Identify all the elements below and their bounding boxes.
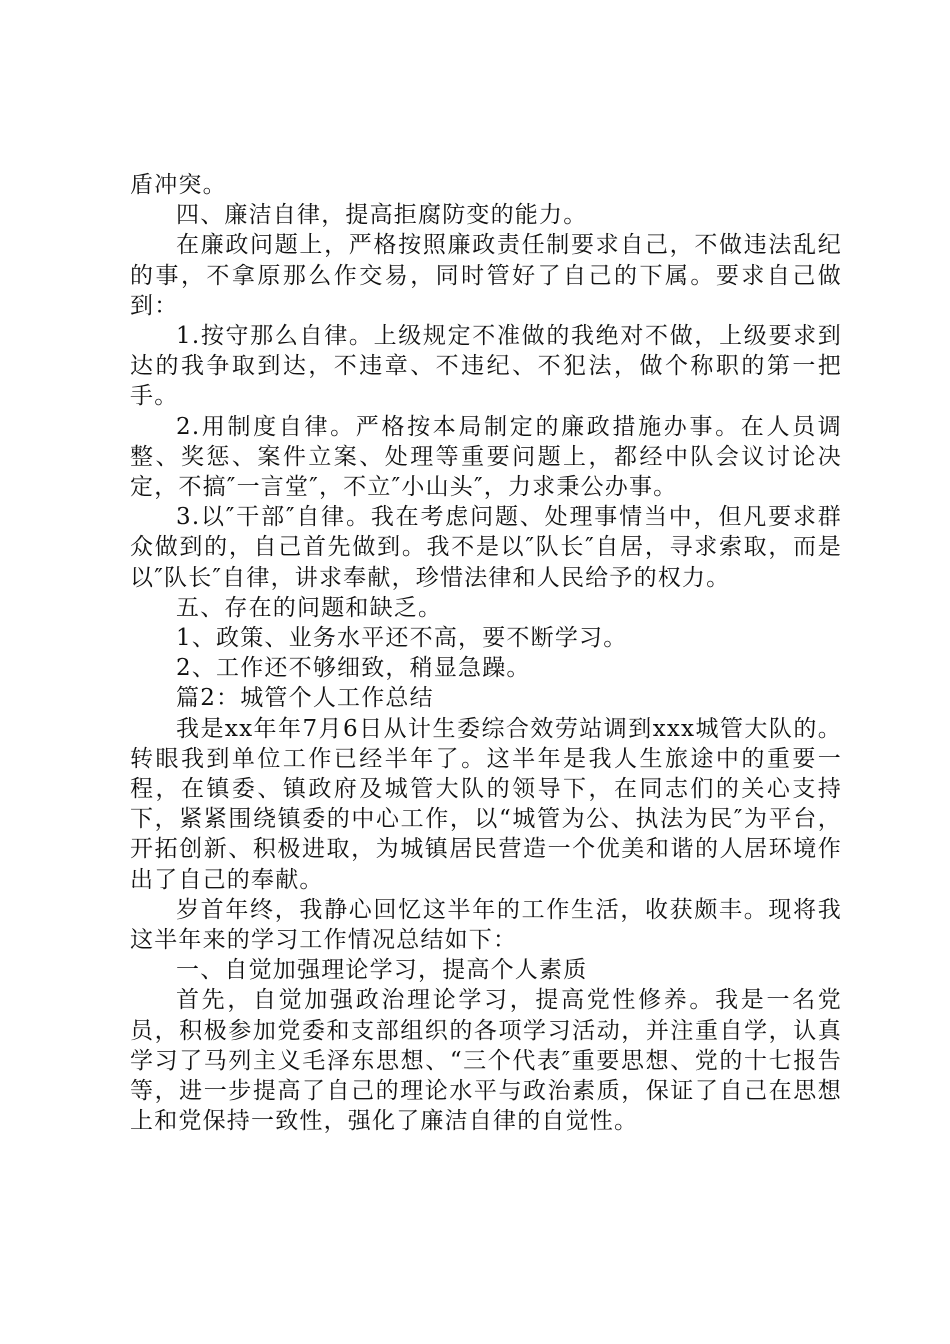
problem-item-1: 1、政策、业务水平还不高，要不断学习。 (176, 625, 628, 652)
section-heading-1: 一、自觉加强理论学习，提高个人素质 (176, 957, 588, 984)
list-item-1: 1.按守那么自律。上级规定不准做的我绝对不做，上级要求到达的我争取到达，不违章、不违纪、不犯法，做个称职的第一把手。 (130, 323, 842, 410)
paragraph-intro: 我是xx年年7月6日从计生委综合效劳站调到xxx城管大队的。转眼我到单位工作已经半年了。这半年是我人生旅途中的重要一程，在镇委、镇政府及城管大队的领导下，在同志们的关心支持下，紧紧围绕镇委的中心工作，以“城管为公、执法为民″为平台，开拓创新、积极进取，为城镇居民营造一个优美和谐的人居环境作出了自己的奉献。 (130, 715, 842, 893)
list-item-2: 2.用制度自律。严格按本局制定的廉政措施办事。在人员调整、奖惩、案件立案、处理等重要问题上，都经中队会议讨论决定，不搞″一言堂″，不立″小山头″，力求秉公办事。 (130, 413, 842, 501)
article-title: 篇2：城管个人工作总结 (176, 685, 434, 712)
paragraph-study: 首先，自觉加强政治理论学习，提高党性修养。我是一名党员，积极参加党委和支部组织的各项学习活动，并注重自学，认真学习了马列主义毛泽东思想、“三个代表″重要思想、党的十七报告等，进一步提高了自己的理论水平与政治素质，保证了自己在思想上和党保持一致性，强化了廉洁自律的自觉性。 (130, 987, 842, 1135)
document-page (130, 170, 842, 1137)
section-heading-5: 五、存在的问题和缺乏。 (176, 594, 443, 621)
list-item-3: 3.以″干部″自律。我在考虑问题、处理事情当中，但凡要求群众做到的，自己首先做到。我不是以″队长″自居，寻求索取，而是以″队长″自律，讲求奉献，珍惜法律和人民给予的权力。 (130, 504, 842, 591)
problem-item-2: 2、工作还不够细致，稍显急躁。 (176, 655, 531, 682)
paragraph-summary: 岁首年终，我静心回忆这半年的工作生活，收获颇丰。现将我这半年来的学习工作情况总结如下： (130, 896, 842, 954)
section-heading-4: 四、廉洁自律，提高拒腐防变的能力。 (176, 202, 588, 229)
paragraph-3: 在廉政问题上，严格按照廉政责任制要求自己，不做违法乱纪的事，不拿原那么作交易，同时管好了自己的下属。要求自己做到： (130, 232, 842, 319)
paragraph-1: 盾冲突。 (130, 172, 227, 198)
